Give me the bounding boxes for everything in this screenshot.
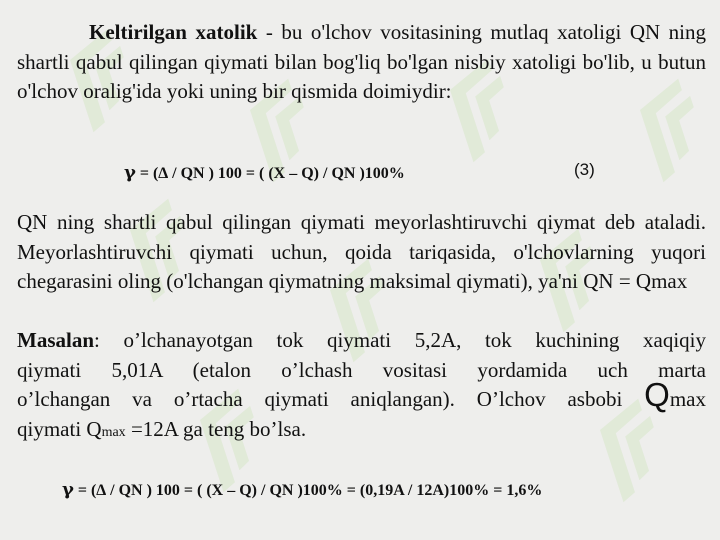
example-line-3: o’lchangan va o’rtacha qiymati aniqlangan). O’lchov asbobi Qmax [17,376,706,413]
example-line-1: Masalan: o’lchanayotgan tok qiymati 5,2A, tok kuchining xaqiqiy [17,328,706,352]
term-keltirilgan-xatolik: Keltirilgan xatolik [89,20,258,44]
normalizing-value-paragraph: QN ning shartli qabul qilingan qiymati meyorlashtiruvchi qiymat deb ataladi. Meyorlashtiruvchi qiymati uchun, qoida tariqasida, o'lchovlarning yuqori chegarasini oling (o'lchangan qiymatning maksimal qiymati), ya'ni QN = Qmax [17,210,706,293]
example-line-2: qiymati 5,01A (etalon o’lchash vositasi yordamida uch marta [17,357,706,382]
equation-number: (3) [574,160,595,179]
definition-text: - bu o'lchov vositasining mutlaq xatoligi QN ning shartli qabul qilingan qiymati bilan bog'liq bo'lgan nisbiy xatoligi bo'lib, u butun o'lchov oralig'ida yoki uning bir qismida doimiydir: [17,20,706,103]
gamma-symbol: γ [62,479,74,500]
formula-3 [124,162,405,183]
example-line-4: qiymati Qmax =12A ga teng bo’lsa. [17,416,307,441]
formula-3-text: = (∆ / QN ) 100 = ( (X – Q) / QN )100% [135,165,405,182]
definition-paragraph [17,18,706,107]
formula-result-text: = (∆ / QN ) 100 = ( (X – Q) / QN )100% = (0,19A / 12A)100% = 1,6% [73,482,543,499]
q-max-symbol: Q [644,376,670,413]
gamma-symbol: γ [124,162,136,183]
example-paragraph [17,326,706,447]
example-label: Masalan [17,328,95,352]
formula-example-result [62,479,542,500]
